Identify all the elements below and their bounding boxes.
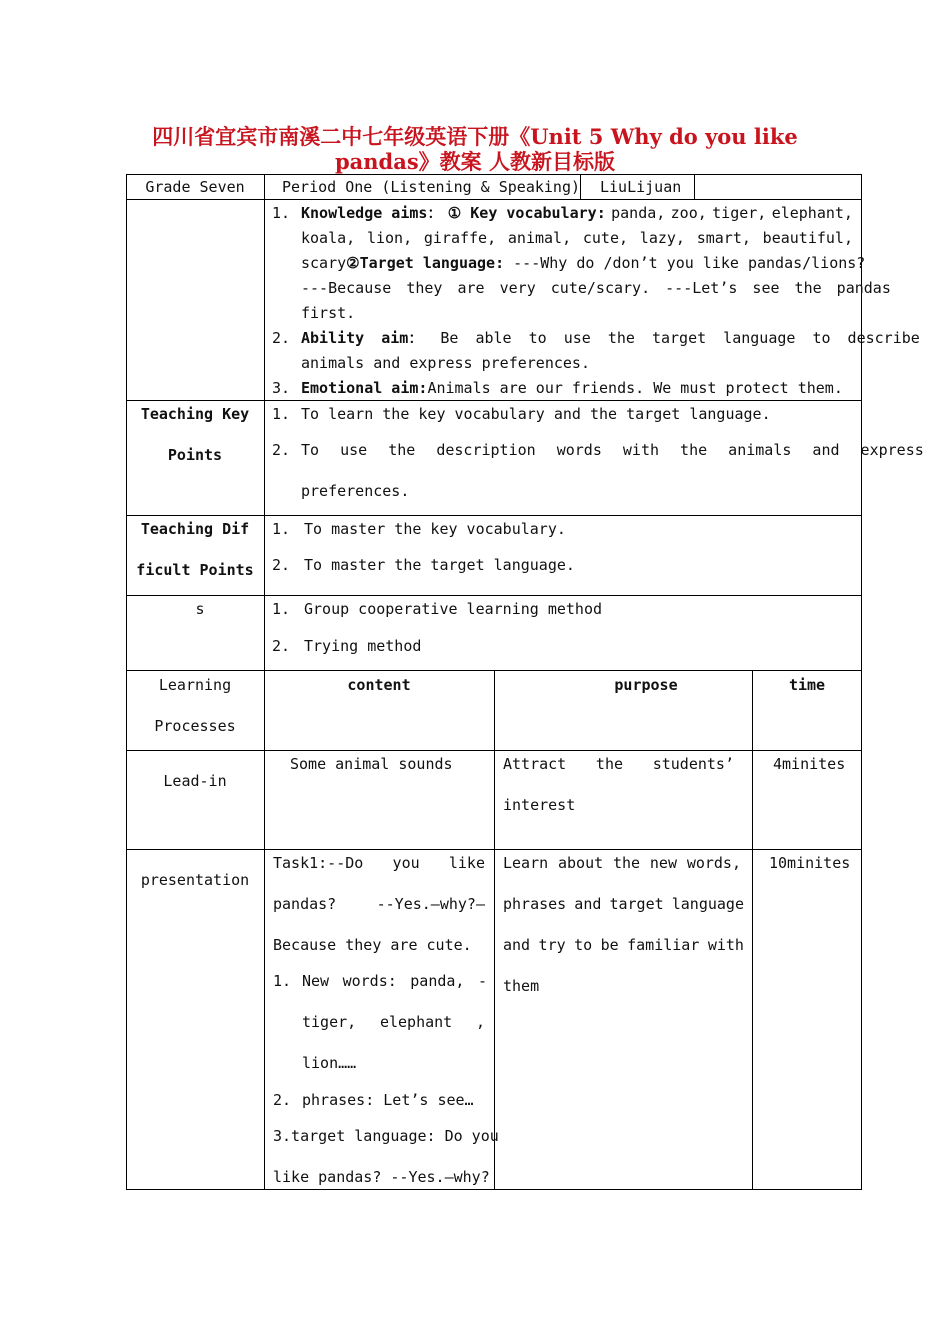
aim-number: 1. (272, 204, 291, 222)
key-vocabulary-label: ① Key vocabulary: (447, 204, 606, 222)
aim-number: 3. (272, 379, 291, 397)
item-number: 2. (273, 1091, 292, 1109)
purpose-word: the (612, 854, 641, 872)
difficult-points-label-2: ficult Points (136, 561, 254, 579)
ability-aim-label: Ability aim： (301, 329, 424, 347)
processes-label: Learning (158, 676, 232, 694)
presentation-purpose-line (503, 936, 744, 954)
purpose-word: try (538, 936, 566, 954)
lead-in-time: 4minites (773, 755, 846, 773)
method-2: Trying method (304, 637, 422, 655)
target-language-text: ---Why do /don’t you like pandas/lions? (513, 254, 866, 272)
lead-in-purpose (503, 755, 734, 773)
purpose-word: Attract (503, 755, 567, 773)
processes-label-2: Processes (154, 717, 236, 735)
column-divider (752, 670, 753, 1190)
ability-aim-text: Be able to use the target language to describe (440, 329, 920, 347)
purpose-word: students’ (652, 755, 734, 773)
vocab-word: animal, (507, 229, 572, 247)
content-word: Task1:--Do (273, 854, 364, 872)
table-border-top (126, 174, 862, 175)
content-word: , (475, 1013, 485, 1031)
ability-aim-line-2: animals and express preferences. (301, 354, 590, 372)
key-points-label-2: Points (167, 446, 223, 464)
difficult-point-1: To master the key vocabulary. (304, 520, 566, 538)
teacher-cell: LiuLijuan (600, 178, 682, 196)
vocab-word: lion, (366, 229, 413, 247)
vocab-word: scary (301, 254, 347, 272)
purpose-word: the (595, 755, 624, 773)
presentation-content-line: like pandas? --Yes.—why? (273, 1168, 490, 1186)
presentation-purpose-line (503, 895, 744, 913)
knowledge-aim-label: Knowledge aims： (301, 204, 443, 222)
purpose-word: be (600, 936, 619, 954)
emotional-aim-text: Animals are our friends. We must protect them. (427, 379, 843, 397)
vocab-word: tiger, (712, 204, 767, 222)
purpose-word: new (649, 854, 677, 872)
row-divider (126, 595, 862, 596)
row-divider (126, 515, 862, 516)
vocab-word: smart, (696, 229, 751, 247)
item-number: 2. (272, 637, 291, 655)
methods-label: s (195, 600, 205, 618)
content-header: content (347, 676, 411, 694)
content-word: tiger, (302, 1013, 357, 1031)
item-number: 1. (272, 600, 291, 618)
vocab-word: giraffe, (423, 229, 497, 247)
content-word: you (392, 854, 420, 872)
purpose-word: and (503, 936, 531, 954)
vocabulary-line (301, 229, 853, 247)
key-point-1: To learn the key vocabulary and the target language. (301, 405, 771, 423)
key-points-label: Teaching Key (140, 405, 250, 423)
purpose-word: familiar (627, 936, 700, 954)
vocab-word: elephant, (771, 204, 853, 222)
stage-presentation: presentation (140, 871, 250, 889)
presentation-content-line (273, 895, 485, 913)
presentation-content-line (302, 972, 487, 990)
vocab-word: cute, (582, 229, 629, 247)
difficult-points-label: Teaching Dif (140, 520, 250, 538)
vocab-word: beautiful, (762, 229, 853, 247)
difficult-point-2: To master the target language. (304, 556, 575, 574)
content-word: words: (342, 972, 397, 990)
presentation-purpose-line (503, 854, 741, 872)
column-divider (580, 174, 581, 200)
presentation-purpose-line: them (503, 977, 540, 995)
purpose-word: with (707, 936, 744, 954)
presentation-content-line: Because they are cute. (273, 936, 472, 954)
title-line-2: pandas》教案 人教新目标版 (335, 149, 615, 174)
key-point-2: To use the description words with the animals and express (301, 441, 924, 459)
lead-in-content: Some animal sounds (290, 755, 453, 773)
presentation-content-line: 3.target language: Do you (273, 1127, 499, 1145)
vocab-word: lazy, (639, 229, 685, 247)
emotional-aim-line (301, 379, 843, 397)
row-divider (126, 400, 862, 401)
purpose-word: about (557, 854, 604, 872)
vocab-word: zoo, (670, 204, 707, 222)
knowledge-aim-line (301, 204, 853, 222)
lesson-plan-table (126, 174, 924, 1190)
method-1: Group cooperative learning method (304, 600, 603, 618)
content-word: elephant (379, 1013, 453, 1031)
vocab-word: koala, (301, 229, 356, 247)
content-word: like (448, 854, 485, 872)
presentation-time: 10minites (769, 854, 851, 872)
presentation-content-line (273, 854, 485, 872)
lead-in-purpose-2: interest (503, 796, 576, 814)
purpose-word: phrases (503, 895, 567, 913)
item-number: 2. (272, 441, 291, 459)
presentation-content-line: lion…… (302, 1054, 357, 1072)
time-header: time (788, 676, 826, 694)
column-divider (494, 670, 495, 1190)
purpose-word: words, (686, 854, 741, 872)
row-divider (126, 199, 862, 200)
title-line-1: 四川省宜宾市南溪二中七年级英语下册《Unit 5 Why do you like (152, 124, 798, 149)
content-word: --Yes.—why?— (376, 895, 485, 913)
aim-number: 2. (272, 329, 291, 347)
period-cell: Period One (Listening & Speaking) (282, 178, 581, 196)
purpose-word: to (574, 936, 593, 954)
item-number: 1. (272, 520, 291, 538)
grade-cell: Grade Seven (145, 178, 245, 196)
vocab-word: panda, (611, 204, 666, 222)
target-language-line-3: first. (301, 304, 356, 322)
document-title (0, 124, 950, 174)
emotional-aim-label: Emotional aim: (301, 379, 428, 397)
purpose-word: and (574, 895, 602, 913)
content-word: pandas? (273, 895, 337, 913)
purpose-word: target (609, 895, 664, 913)
presentation-content-line: phrases: Let’s see… (302, 1091, 474, 1109)
purpose-header: purpose (614, 676, 678, 694)
ability-aim-line (301, 329, 920, 347)
target-language-label: ②Target language: (346, 254, 505, 272)
content-word: New (302, 972, 330, 990)
target-language-line (301, 254, 866, 272)
purpose-word: Learn (503, 854, 549, 872)
presentation-content-line (302, 1013, 485, 1031)
stage-lead-in: Lead-in (163, 772, 227, 790)
column-divider (694, 174, 695, 200)
purpose-word: language (671, 895, 744, 913)
key-point-2-cont: preferences. (301, 482, 410, 500)
content-word: panda, (410, 972, 465, 990)
content-word: - (477, 972, 487, 990)
item-number: 1. (273, 972, 292, 990)
item-number: 2. (272, 556, 291, 574)
target-language-line-2: ---Because they are very cute/scary. ---Let’s see the pandas (301, 279, 891, 297)
item-number: 1. (272, 405, 291, 423)
